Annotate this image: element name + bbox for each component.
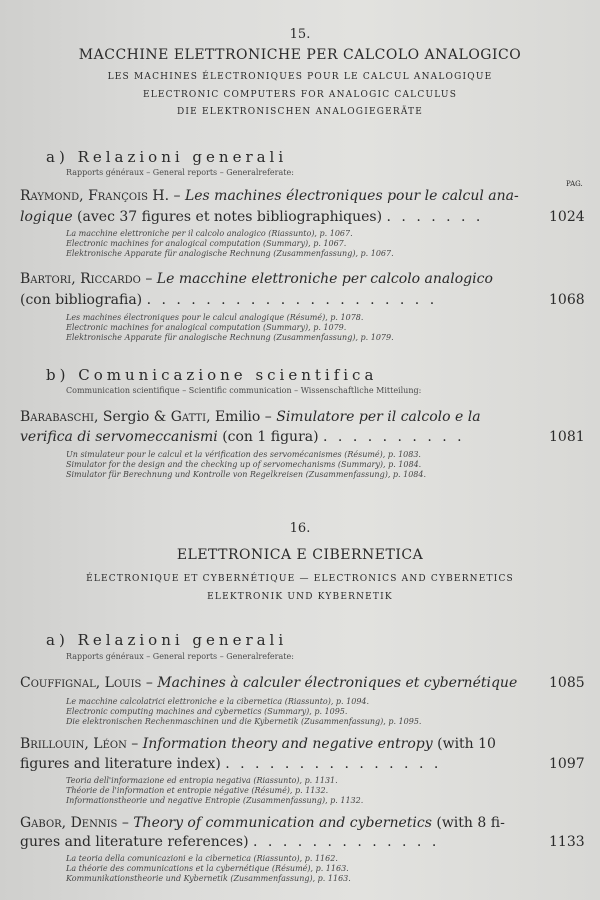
summary-line: Electronic machines for analogical computation (Summary), p. 1067.	[66, 239, 347, 248]
reference-line: gures and literature references) . . . . . . . . . . . . .	[20, 834, 440, 850]
summary-line: Simulator for the design and the checking up of servomechanisms (Summary), p. 1084.	[66, 460, 422, 469]
section-title: MACCHINE ELETTRONICHE PER CALCOLO ANALOGICO	[78, 47, 522, 63]
summary-line: Elektronische Apparate für analogische Rechnung (Zusammenfassung), p. 1067.	[66, 249, 394, 258]
reference-author: Bartori, Riccardo	[20, 271, 141, 287]
page-column-label: PAG.	[566, 180, 583, 188]
group-subheading: Rapports généraux – General reports – Generalreferate:	[66, 168, 294, 177]
summary-line: Kommunikationstheorie und Kybernetik (Zusammenfassung), p. 1163.	[66, 874, 351, 883]
reference-line: verifica di servomeccanismi (con 1 figura) . . . . . . . . . .	[20, 429, 465, 445]
reference-line: Couffignal, Louis – Machines à calculer électroniques et cybernétique	[20, 675, 518, 691]
summary-line: Le macchine calcolatrici elettroniche e la cibernetica (Riassunto), p. 1094.	[66, 697, 370, 706]
leader-dots: . . . . . . .	[386, 209, 484, 225]
summary-line: La théorie des communications et la cybernétique (Résumé), p. 1163.	[66, 864, 349, 873]
reference-note: (with 10	[432, 736, 496, 752]
summary-line: Die elektronischen Rechenmaschinen und die Kybernetik (Zusammenfassung), p. 1095.	[66, 717, 422, 726]
reference-author: Brillouin, Léon	[20, 736, 127, 752]
reference-line: Brillouin, Léon – Information theory and negative entropy (with 10	[20, 736, 496, 752]
page-number: 1133	[549, 834, 585, 850]
group-subheading: Rapports généraux – General reports – Generalreferate:	[66, 652, 294, 661]
summary-line: Elektronische Apparate für analogische Rechnung (Zusammenfassung), p. 1079.	[66, 333, 394, 342]
reference-note: (avec 37 figures et notes bibliographiques)	[72, 209, 383, 225]
group-heading: a) Relazioni generali	[46, 631, 288, 649]
summary-line: Electronic computing machines and cybernetics (Summary), p. 1095.	[66, 707, 348, 716]
summary-line: La macchine elettroniche per il calcolo analogico (Riassunto), p. 1067.	[66, 229, 353, 238]
reference-line: figures and literature index) . . . . . . . . . . . . . . .	[20, 756, 442, 772]
reference-title: Machines à calculer électroniques et cybernétique	[157, 675, 518, 691]
page-number: 1081	[549, 429, 585, 445]
section-subtitle-fr: LES MACHINES ÉLECTRONIQUES POUR LE CALCUL ANALOGIQUE	[107, 72, 493, 82]
group-subheading: Communication scientifique – Scientific communication – Wissenschaftliche Mitteilung:	[66, 386, 422, 395]
summary-line: Simulator für Berechnung und Kontrolle von Regelkreisen (Zusammenfassung), p. 1084.	[66, 470, 427, 479]
summary-line: Informationstheorie und negative Entropie (Zusammenfassung), p. 1132.	[66, 796, 364, 805]
summary-line: Electronic machines for analogical computation (Summary), p. 1079.	[66, 323, 347, 332]
reference-line: Raymond, François H. – Les machines électroniques pour le calcul ana-	[20, 188, 519, 204]
section-subtitle-multi: ÉLECTRONIQUE ET CYBERNÉTIQUE — ELECTRONICS AND CYBERNETICS	[86, 574, 514, 584]
leader-dots: . . . . . . . . . .	[323, 429, 465, 445]
reference-title: Simulatore per il calcolo e la	[276, 409, 481, 425]
summary-line: Les machines électroniques pour le calcul analogique (Résumé), p. 1078.	[66, 313, 364, 322]
section-title: ELETTRONICA E CIBERNETICA	[176, 547, 424, 563]
reference-author: Gabor, Dennis	[20, 815, 118, 831]
reference-title: Information theory and negative entropy	[142, 736, 433, 752]
reference-line: logique (avec 37 figures et notes bibliographiques) . . . . . . .	[20, 209, 484, 225]
reference-author: Raymond, François H.	[20, 188, 170, 204]
reference-note: (with 8 fi-	[431, 815, 505, 831]
summary-line: Teoria dell'informazione ed entropia negativa (Riassunto), p. 1131.	[66, 776, 338, 785]
reference-note: (con bibliografia)	[20, 292, 143, 308]
reference-title: Les machines électroniques pour le calcul ana-	[184, 188, 519, 204]
reference-line: Bartori, Riccardo – Le macchine elettroniche per calcolo analogico	[20, 271, 493, 287]
reference-author: Barabaschi	[20, 409, 95, 425]
section-subtitle-en: ELECTRONIC COMPUTERS FOR ANALOGIC CALCULUS	[142, 90, 458, 100]
reference-author: Couffignal, Louis	[20, 675, 142, 691]
summary-line: Théorie de l'information et entropie négative (Résumé), p. 1132.	[66, 786, 329, 795]
leader-dots: . . . . . . . . . . . . . . .	[225, 756, 442, 772]
group-heading: a) Relazioni generali	[46, 148, 288, 166]
reference-title: Le macchine elettroniche per calcolo analogico	[156, 271, 493, 287]
page-number: 1097	[549, 756, 585, 772]
page-number: 1068	[549, 292, 585, 308]
section-number: 16.	[289, 521, 311, 536]
reference-title: Theory of communication and cybernetics	[133, 815, 432, 831]
summary-line: La teoria della comunicazioni e la cibernetica (Riassunto), p. 1162.	[66, 854, 338, 863]
reference-line: Gabor, Dennis – Theory of communication and cybernetics (with 8 fi-	[20, 815, 505, 831]
page-number: 1085	[549, 675, 585, 691]
section-subtitle-de: ELEKTRONIK UND KYBERNETIK	[207, 592, 393, 602]
section-number: 15.	[289, 27, 311, 42]
summary-line: Un simulateur pour le calcul et la vérification des servomécanismes (Résumé), p. 1083.	[66, 450, 421, 459]
reference-line	[20, 292, 437, 308]
leader-dots: . . . . . . . . . . . . . . . . . . . .	[146, 292, 438, 308]
group-heading: b) Comunicazione scientifica	[46, 366, 378, 384]
reference-author: Gatti	[170, 409, 207, 425]
section-subtitle-de: DIE ELEKTRONISCHEN ANALOGIEGERÄTE	[176, 107, 424, 117]
reference-note: (con 1 figura)	[217, 429, 319, 445]
reference-line: Barabaschi, Sergio & Gatti, Emilio – Simulatore per il calcolo e la	[20, 409, 481, 425]
page-number: 1024	[549, 209, 585, 225]
leader-dots: . . . . . . . . . . . . .	[253, 834, 440, 850]
